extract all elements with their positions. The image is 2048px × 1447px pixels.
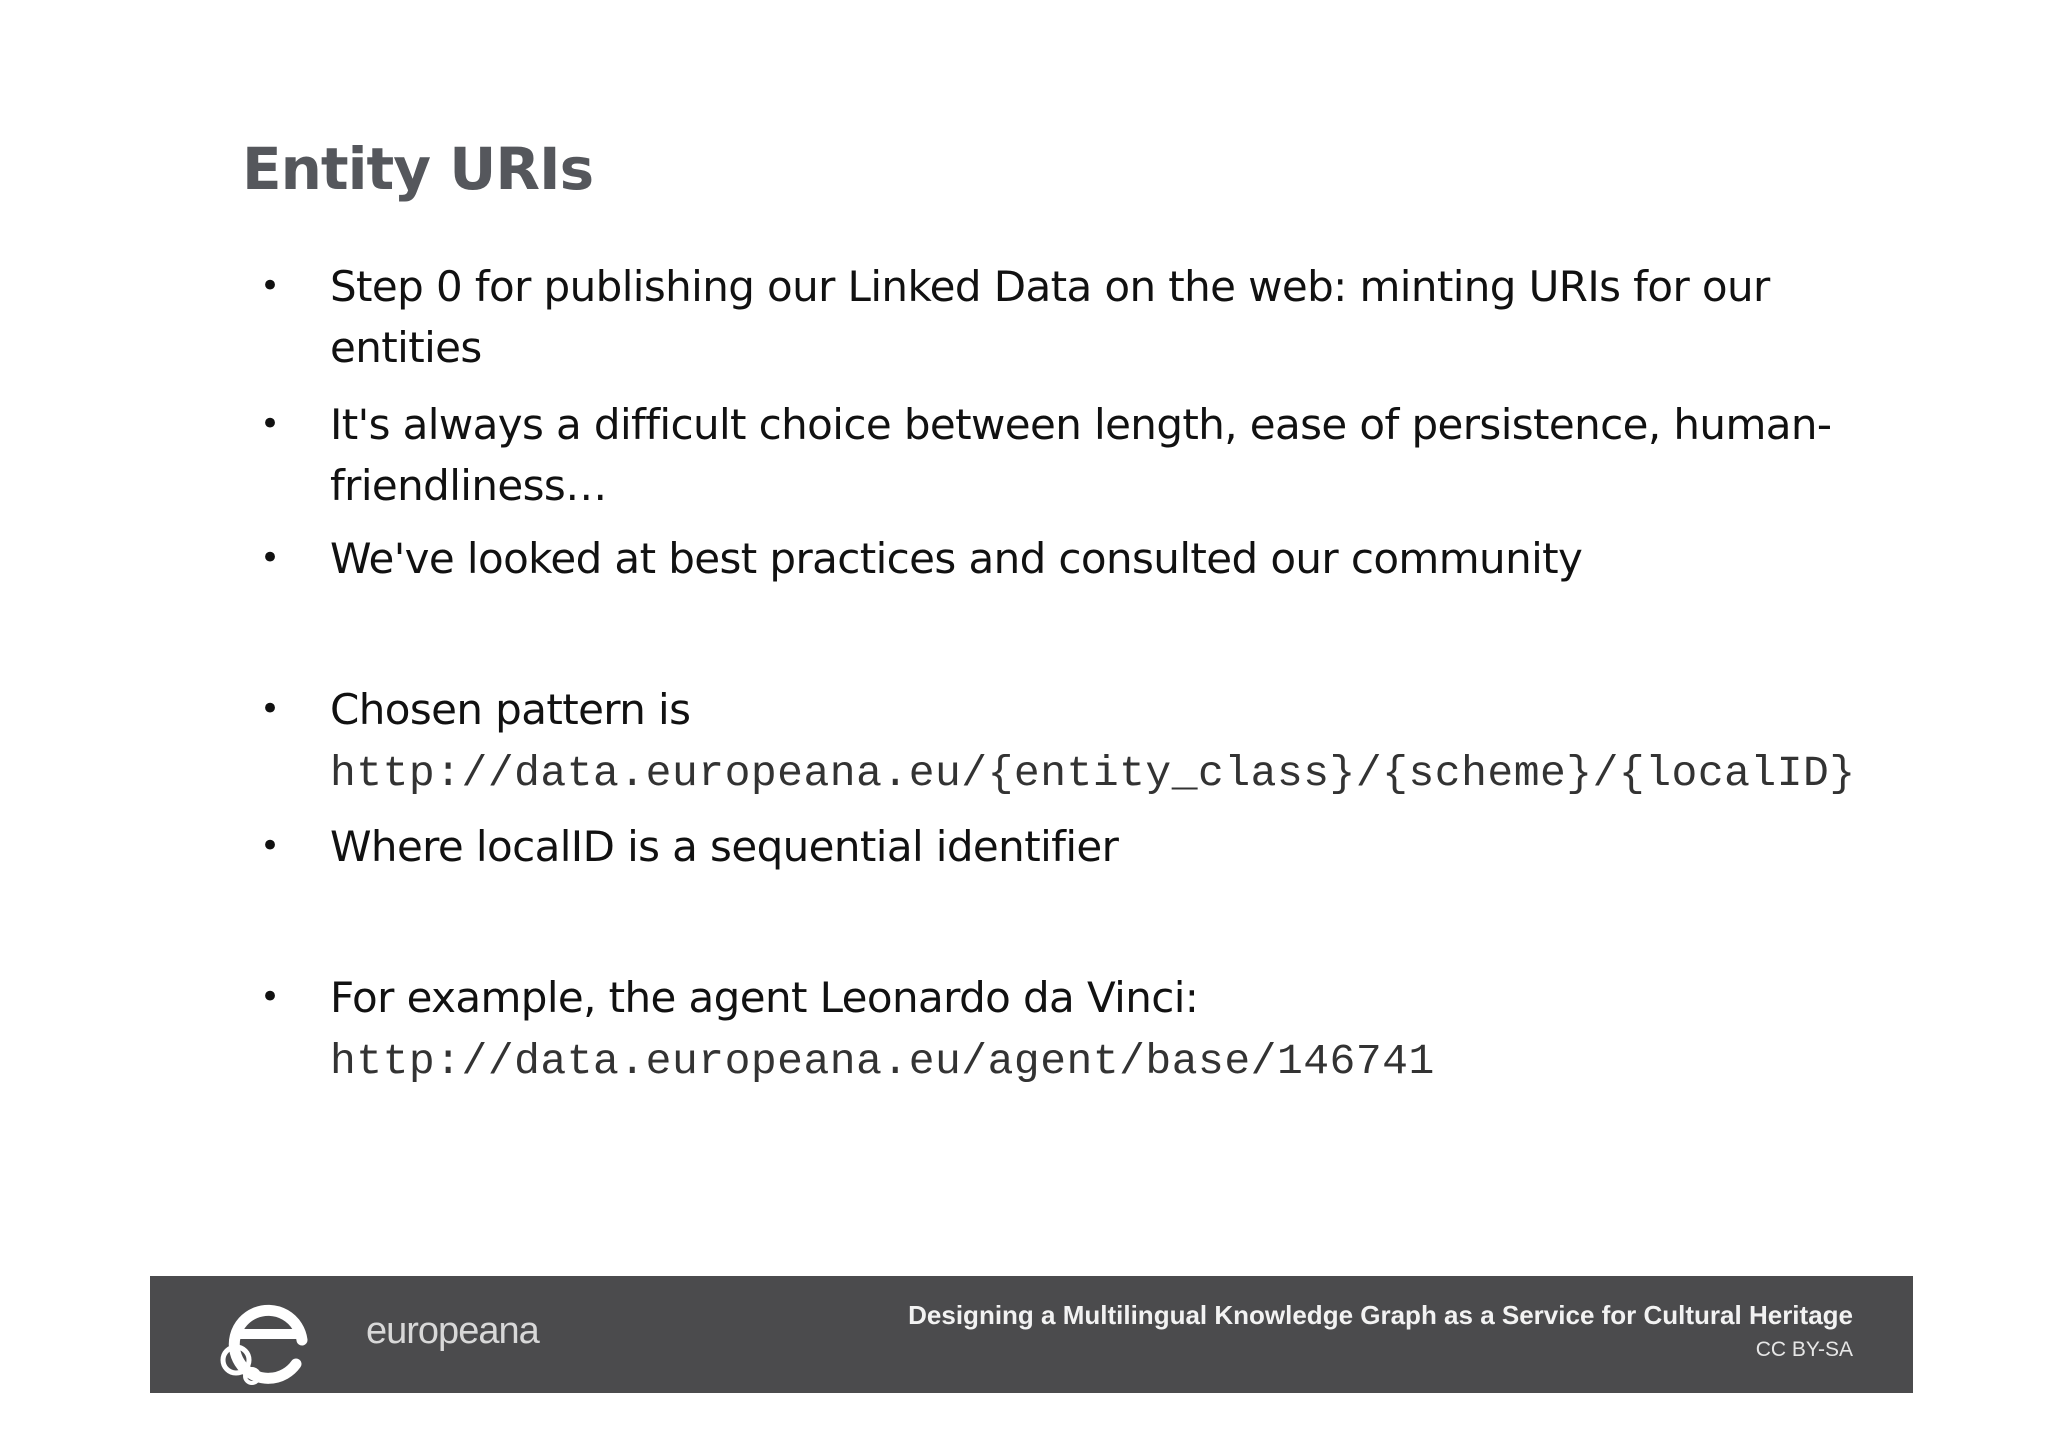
bullet-text: Chosen pattern is <box>330 685 691 734</box>
uri-pattern-code: http://data.europeana.eu/{entity_class}/{scheme}/{localID} <box>330 749 1856 798</box>
europeana-logo <box>214 1288 539 1388</box>
bullet-text: Where localID is a sequential identifier <box>330 822 1119 871</box>
bullet-text: For example, the agent Leonardo da Vinci: <box>330 973 1199 1022</box>
bullet-text: It's always a difficult choice between length, ease of persistence, human-friendliness… <box>330 400 1832 510</box>
logo-text: europeana <box>366 1310 539 1352</box>
bullet-dot-icon: • <box>260 266 281 306</box>
footer-bar <box>150 1276 1913 1393</box>
example-uri-code: http://data.europeana.eu/agent/base/146741 <box>330 1037 1435 1086</box>
bullet-text: We've looked at best practices and consulted our community <box>330 534 1583 583</box>
bullet-text: Step 0 for publishing our Linked Data on the web: minting URIs for our entities <box>330 262 1770 372</box>
bullet-dot-icon: • <box>260 404 281 444</box>
bullet-dot-icon: • <box>260 538 281 578</box>
bullet-dot-icon: • <box>260 826 281 866</box>
europeana-logo-icon <box>214 1288 364 1388</box>
presentation-title: Designing a Multilingual Knowledge Graph as a Service for Cultural Heritage <box>908 1300 1853 1330</box>
slide-title: Entity URIs <box>242 135 594 203</box>
bullet-dot-icon: • <box>260 689 281 729</box>
bullet-dot-icon: • <box>260 977 281 1017</box>
license-label: CC BY-SA <box>1755 1338 1853 1361</box>
